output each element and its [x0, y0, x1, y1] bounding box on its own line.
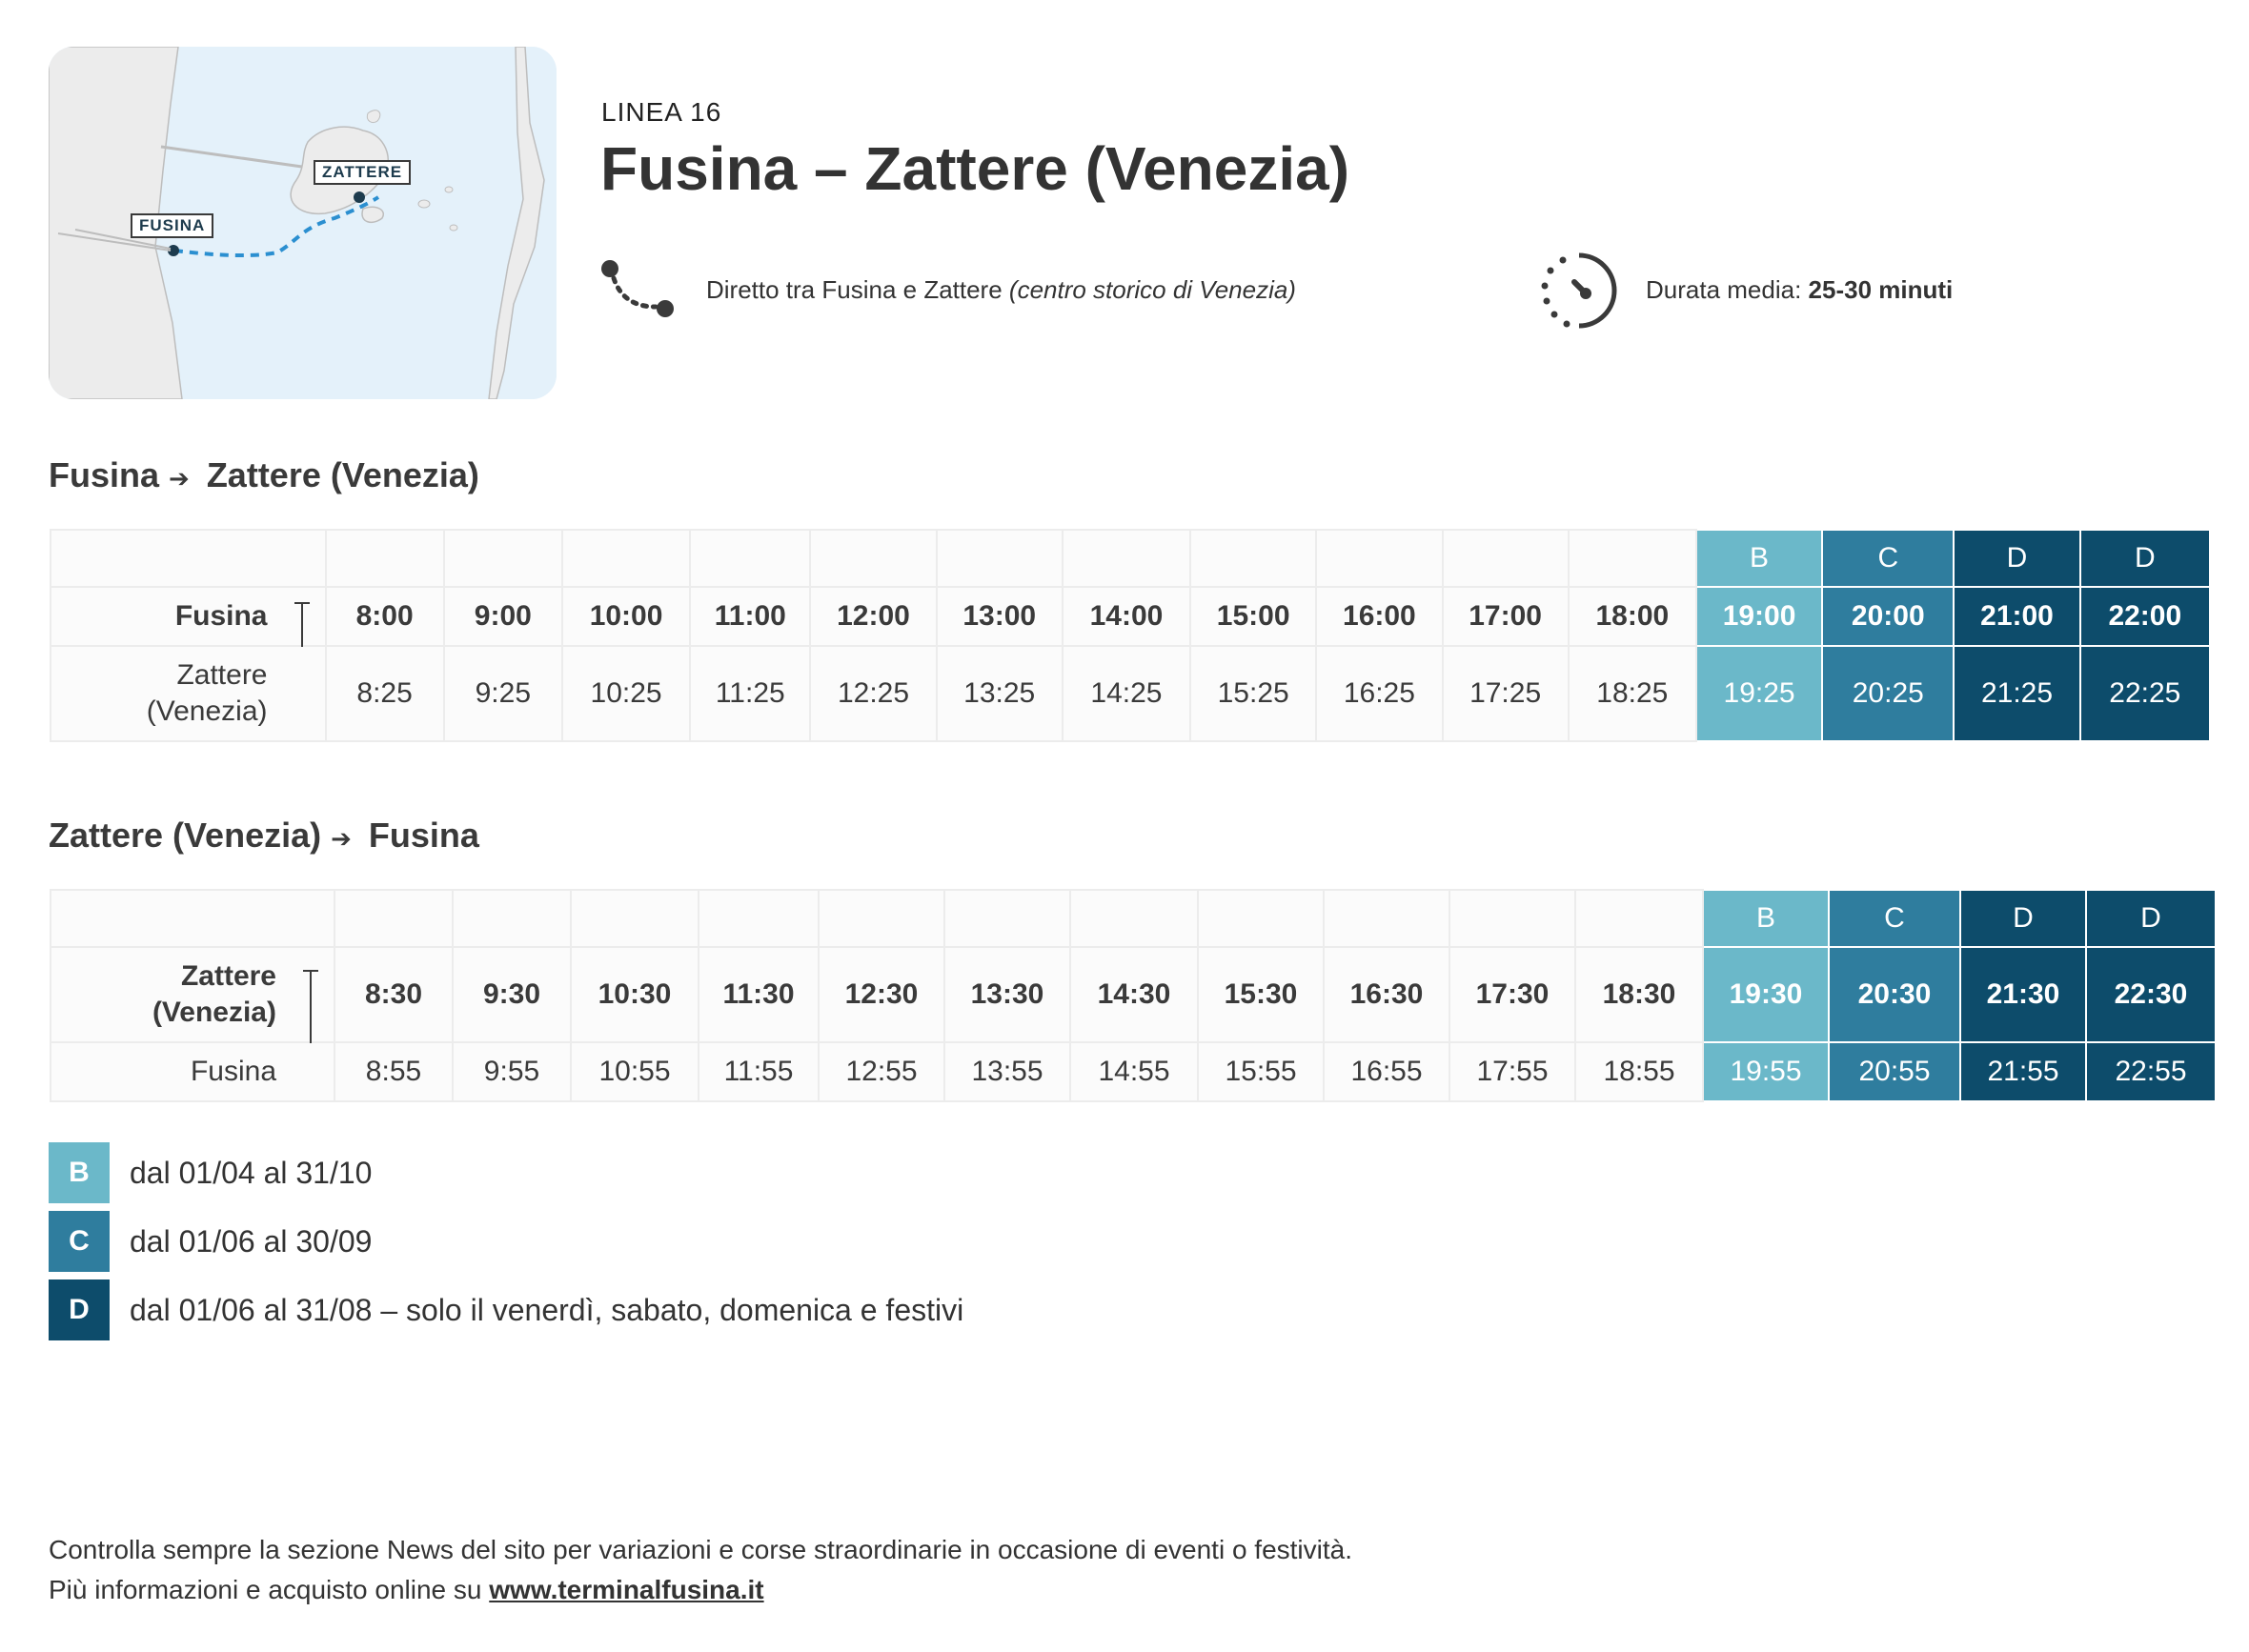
arrival-time: 22:25 [2080, 646, 2210, 741]
page-title: Fusina – Zattere (Venezia) [600, 134, 1350, 203]
departure-time: 19:30 [1703, 947, 1829, 1042]
arrival-time: 17:55 [1449, 1042, 1575, 1101]
departure-time: 12:30 [819, 947, 944, 1042]
map-label-fusina: FUSINA [131, 213, 213, 238]
empty-cell [51, 530, 326, 587]
return-heading [49, 816, 479, 856]
departure-time: 9:30 [453, 947, 571, 1042]
stop-name [51, 587, 326, 646]
arrow-right-icon: ➔ [331, 824, 352, 853]
route-text-italic: (centro storico di Venezia) [1008, 275, 1296, 304]
duration-label: Durata media: [1646, 275, 1809, 304]
departure-time: 9:00 [444, 587, 562, 646]
arrival-time: 15:25 [1190, 646, 1316, 741]
departure-time: 21:30 [1960, 947, 2086, 1042]
route-map [49, 47, 557, 399]
arrival-time: 18:25 [1569, 646, 1696, 741]
departure-time: 11:30 [699, 947, 819, 1042]
stop-label: Zattere [176, 659, 268, 691]
season-code-cell: C [1829, 890, 1960, 947]
empty-cell [699, 890, 819, 947]
arrival-time: 12:55 [819, 1042, 944, 1101]
departure-time: 12:00 [810, 587, 936, 646]
departure-time: 15:30 [1198, 947, 1324, 1042]
departure-time: 8:00 [326, 587, 444, 646]
departure-time: 14:00 [1063, 587, 1190, 646]
route-description [706, 275, 1296, 305]
stop-name [51, 947, 334, 1042]
arrival-time: 9:25 [444, 646, 562, 741]
outbound-to: Zattere (Venezia) [206, 455, 479, 494]
legend-text: dal 01/06 al 31/08 – solo il venerdì, sabato, domenica e festivi [130, 1293, 964, 1327]
departure-time: 17:00 [1443, 587, 1569, 646]
outbound-from: Fusina [49, 455, 160, 494]
legend-code: C [49, 1211, 110, 1272]
departure-time: 19:00 [1696, 587, 1822, 646]
empty-cell [937, 530, 1063, 587]
empty-cell [453, 890, 571, 947]
footer-note: Controlla sempre la sezione News del sito per variazioni e corse straordinarie in occasione di eventi o festività. [49, 1535, 1352, 1564]
empty-cell [51, 890, 334, 947]
table-row [51, 1042, 2216, 1101]
departure-time: 20:30 [1829, 947, 1960, 1042]
empty-cell [1198, 890, 1324, 947]
table-row [51, 947, 2216, 1042]
table-row [51, 530, 2210, 587]
stop-label: (Venezia) [146, 695, 268, 727]
departure-time: 20:00 [1822, 587, 1954, 646]
arrival-time: 15:55 [1198, 1042, 1324, 1101]
season-code-cell: B [1696, 530, 1822, 587]
stop-name [51, 646, 326, 741]
arrival-time: 19:25 [1696, 646, 1822, 741]
season-code-cell: D [1954, 530, 2079, 587]
arrival-time: 8:25 [326, 646, 444, 741]
outbound-timetable [50, 529, 2211, 742]
empty-cell [944, 890, 1070, 947]
arrival-time: 20:55 [1829, 1042, 1960, 1101]
empty-cell [690, 530, 810, 587]
season-code-cell: B [1703, 890, 1829, 947]
empty-cell [1063, 530, 1190, 587]
season-code-cell: D [2086, 890, 2216, 947]
departure-time: 18:00 [1569, 587, 1696, 646]
empty-cell [1443, 530, 1569, 587]
departure-time: 11:00 [690, 587, 810, 646]
arrival-time: 20:25 [1822, 646, 1954, 741]
departure-time: 14:30 [1070, 947, 1198, 1042]
clock-icon [1536, 248, 1622, 333]
arrival-time: 8:55 [334, 1042, 453, 1101]
departure-time: 22:30 [2086, 947, 2216, 1042]
stop-label: Fusina [174, 600, 268, 632]
arrival-time: 18:55 [1575, 1042, 1703, 1101]
empty-cell [571, 890, 699, 947]
empty-cell [1569, 530, 1696, 587]
stop-label: (Venezia) [152, 997, 276, 1028]
empty-cell [326, 530, 444, 587]
return-from: Zattere (Venezia) [49, 816, 322, 855]
arrival-time: 14:25 [1063, 646, 1190, 741]
stop-name [51, 1042, 334, 1101]
arrival-time: 17:25 [1443, 646, 1569, 741]
arrival-time: 22:55 [2086, 1042, 2216, 1101]
empty-cell [1190, 530, 1316, 587]
empty-cell [810, 530, 936, 587]
duration-value: 25-30 minuti [1808, 275, 1954, 304]
departure-time: 8:30 [334, 947, 453, 1042]
duration-text [1646, 275, 1953, 305]
return-to: Fusina [368, 816, 479, 855]
map-label-zattere: ZATTERE [314, 160, 411, 185]
route-icon [598, 257, 675, 324]
table-row [51, 646, 2210, 741]
table-row [51, 587, 2210, 646]
arrival-time: 11:25 [690, 646, 810, 741]
legend-text: dal 01/06 al 30/09 [130, 1224, 373, 1259]
legend-code: D [49, 1279, 110, 1340]
footer-info-text: Più informazioni e acquisto online su [49, 1575, 490, 1604]
arrival-time: 10:55 [571, 1042, 699, 1101]
return-timetable [50, 889, 2217, 1102]
route-text: Diretto tra Fusina e Zattere [706, 275, 1009, 304]
website-link[interactable]: www.terminalfusina.it [489, 1575, 764, 1604]
arrival-time: 19:55 [1703, 1042, 1829, 1101]
departure-time: 15:00 [1190, 587, 1316, 646]
arrival-time: 12:25 [810, 646, 936, 741]
empty-cell [1324, 890, 1449, 947]
table-row [51, 890, 2216, 947]
season-code-cell: D [2080, 530, 2210, 587]
arrival-time: 9:55 [453, 1042, 571, 1101]
departure-time: 13:30 [944, 947, 1070, 1042]
departure-time: 10:00 [562, 587, 690, 646]
arrival-time: 21:25 [1954, 646, 2079, 741]
empty-cell [334, 890, 453, 947]
departure-time: 18:30 [1575, 947, 1703, 1042]
departure-time: 16:30 [1324, 947, 1449, 1042]
departure-time: 21:00 [1954, 587, 2079, 646]
empty-cell [1575, 890, 1703, 947]
arrival-time: 16:25 [1316, 646, 1442, 741]
season-code-cell: C [1822, 530, 1954, 587]
empty-cell [562, 530, 690, 587]
legend-text: dal 01/04 al 31/10 [130, 1156, 373, 1190]
line-label: LINEA 16 [601, 97, 722, 127]
arrival-time: 13:25 [937, 646, 1063, 741]
empty-cell [819, 890, 944, 947]
arrival-time: 16:55 [1324, 1042, 1449, 1101]
empty-cell [1449, 890, 1575, 947]
footer-info [49, 1575, 764, 1605]
arrow-right-icon: ➔ [169, 464, 190, 493]
outbound-heading [49, 455, 479, 495]
departure-time: 17:30 [1449, 947, 1575, 1042]
departure-time: 22:00 [2080, 587, 2210, 646]
arrival-time: 14:55 [1070, 1042, 1198, 1101]
departure-time: 10:30 [571, 947, 699, 1042]
legend-code: B [49, 1142, 110, 1203]
empty-cell [444, 530, 562, 587]
empty-cell [1316, 530, 1442, 587]
empty-cell [1070, 890, 1198, 947]
arrival-time: 11:55 [699, 1042, 819, 1101]
arrival-time: 21:55 [1960, 1042, 2086, 1101]
stop-label: Zattere [180, 960, 276, 992]
season-code-cell: D [1960, 890, 2086, 947]
arrival-time: 10:25 [562, 646, 690, 741]
departure-time: 13:00 [937, 587, 1063, 646]
arrival-time: 13:55 [944, 1042, 1070, 1101]
departure-time: 16:00 [1316, 587, 1442, 646]
stop-label: Fusina [190, 1056, 276, 1087]
